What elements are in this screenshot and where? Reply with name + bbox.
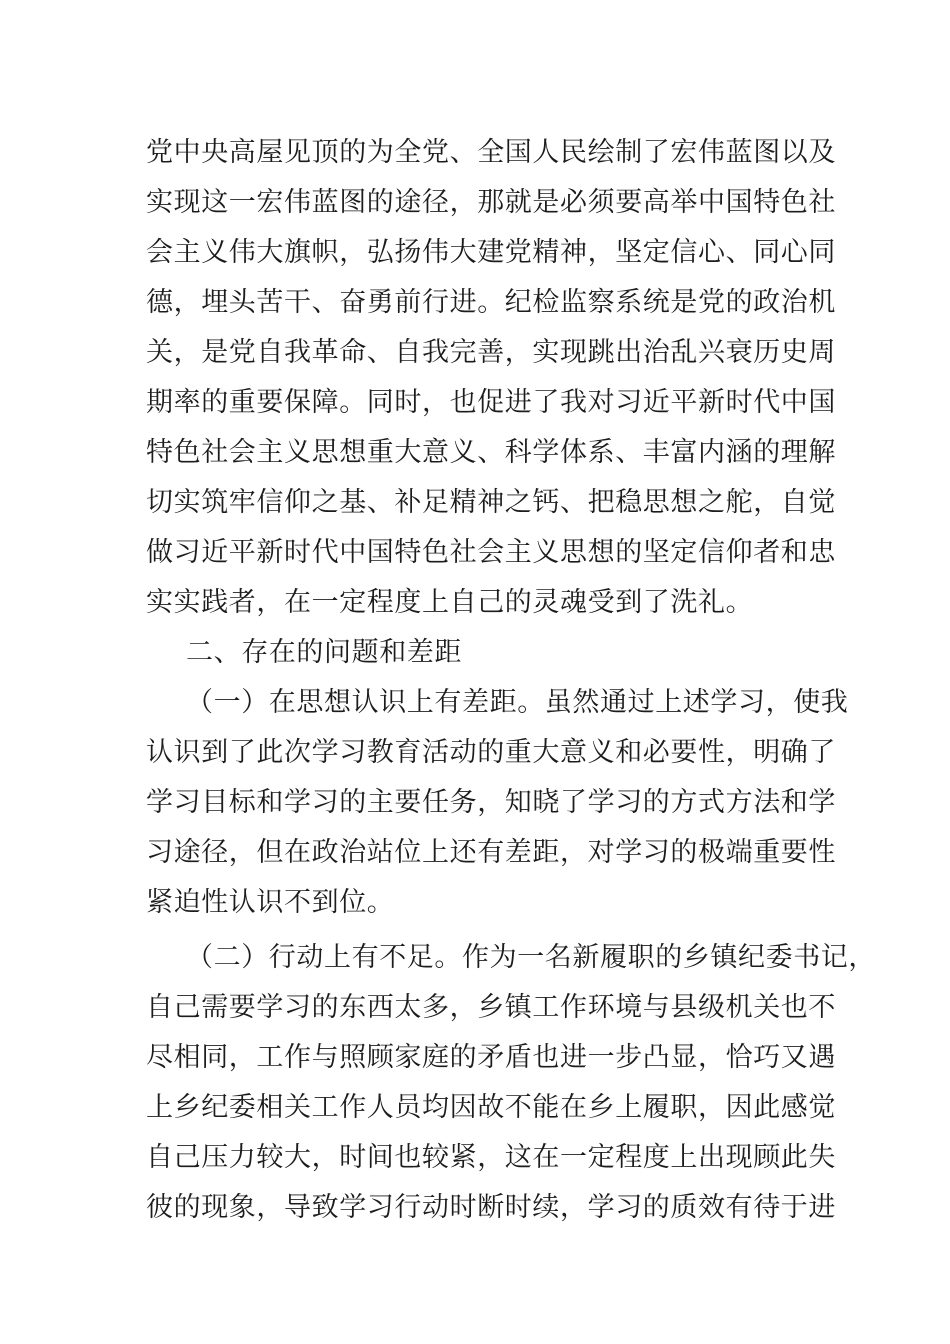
text-line: 学习目标和学习的主要任务，知晓了学习的方式方法和学 — [146, 787, 836, 818]
text-line: 习途径，但在政治站位上还有差距，对学习的极端重要性 — [146, 837, 836, 868]
text-line: 党中央高屋见顶的为全党、全国人民绘制了宏伟蓝图以及 — [146, 137, 836, 168]
subsection-start-line: （一）在思想认识上有差距。虽然通过上述学习，使我 — [186, 687, 849, 718]
text-line: 上乡纪委相关工作人员均因故不能在乡上履职，因此感觉 — [146, 1092, 836, 1123]
text-line: 彼的现象，导致学习行动时断时续，学习的质效有待于进 — [146, 1192, 836, 1223]
text-line: 会主义伟大旗帜，弘扬伟大建党精神，坚定信心、同心同 — [146, 237, 836, 268]
text-line: 自己压力较大，时间也较紧，这在一定程度上出现顾此失 — [146, 1142, 836, 1173]
text-line: 尽相同，工作与照顾家庭的矛盾也进一步凸显，恰巧又遇 — [146, 1042, 836, 1073]
text-line: 紧迫性认识不到位。 — [146, 887, 395, 918]
subsection-start-line: （二）行动上有不足。作为一名新履职的乡镇纪委书记， — [186, 942, 876, 973]
text-line: 实现这一宏伟蓝图的途径，那就是必须要高举中国特色社 — [146, 187, 836, 218]
text-line: 期率的重要保障。同时，也促进了我对习近平新时代中国 — [146, 387, 836, 418]
text-line: 自己需要学习的东西太多，乡镇工作环境与县级机关也不 — [146, 992, 836, 1023]
text-line: 德，埋头苦干、奋勇前行进。纪检监察系统是党的政治机 — [146, 287, 836, 318]
text-line: 认识到了此次学习教育活动的重大意义和必要性，明确了 — [146, 737, 836, 768]
text-line: 做习近平新时代中国特色社会主义思想的坚定信仰者和忠 — [146, 537, 836, 568]
text-line: 特色社会主义思想重大意义、科学体系、丰富内涵的理解 — [146, 437, 836, 468]
text-line: 切实筑牢信仰之基、补足精神之钙、把稳思想之舵，自觉 — [146, 487, 836, 518]
section-heading: 二、存在的问题和差距 — [186, 637, 462, 668]
text-line: 关，是党自我革命、自我完善，实现跳出治乱兴衰历史周 — [146, 337, 836, 368]
text-line: 实实践者，在一定程度上自己的灵魂受到了洗礼。 — [146, 587, 754, 618]
